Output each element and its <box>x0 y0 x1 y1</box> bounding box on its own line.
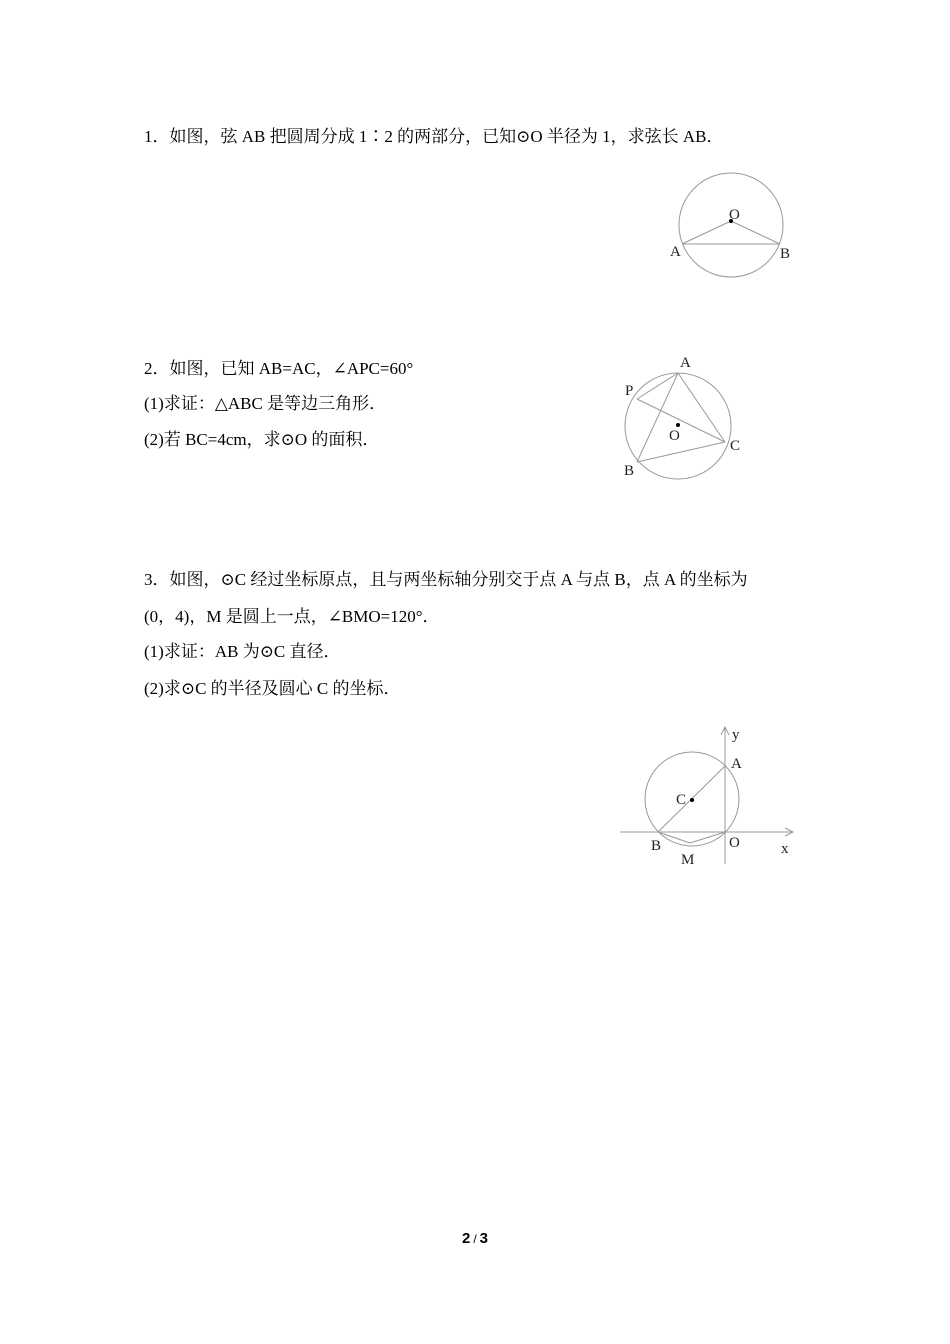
problem-3-statement: 3．如图，⊙C 经过坐标原点，且与两坐标轴分别交于点 A 与点 B，点 A 的坐标为 <box>144 570 748 589</box>
label-o: O <box>669 428 680 444</box>
page-number <box>0 1230 950 1247</box>
segment-pc <box>637 399 725 442</box>
label-p: P <box>625 383 634 399</box>
problem-2-statement: 2．如图，已知 AB=AC，∠APC=60° <box>144 359 414 378</box>
radius-ob <box>731 221 780 244</box>
label-b: B <box>780 246 791 262</box>
label-b: B <box>624 463 635 479</box>
problem-3-part-1: (1)求证：AB 为⊙C 直径． <box>144 642 341 661</box>
label-o: O <box>729 207 740 223</box>
label-b: B <box>651 838 662 854</box>
radius-oa <box>682 221 731 244</box>
side-bc <box>637 442 725 462</box>
center-dot <box>690 798 694 802</box>
problem-2-part-1: (1)求证：△ABC 是等边三角形． <box>144 394 387 413</box>
page-current: 2 <box>461 1230 471 1247</box>
problem-3-part-2: (2)求⊙C 的半径及圆心 C 的坐标． <box>144 679 401 698</box>
label-o: O <box>729 835 740 851</box>
label-a: A <box>680 355 691 371</box>
label-y: y <box>732 727 740 743</box>
circle-o <box>679 173 783 277</box>
label-a: A <box>670 244 681 260</box>
segment-mb <box>658 832 690 843</box>
problem-2-figure <box>615 345 755 485</box>
problem-1-figure <box>660 160 800 290</box>
label-x: x <box>781 841 789 857</box>
problem-3-statement-cont: (0，4)，M 是圆上一点，∠BMO=120°． <box>144 607 440 626</box>
page-total: 3 <box>479 1230 489 1247</box>
problem-3-figure <box>620 722 810 872</box>
side-ac <box>678 373 725 442</box>
problem-2-part-2: (2)若 BC=4cm，求⊙O 的面积． <box>144 430 380 449</box>
center-dot <box>676 423 680 427</box>
page-separator: / <box>473 1232 477 1246</box>
label-a: A <box>731 756 742 772</box>
label-m: M <box>681 852 695 868</box>
label-c: C <box>730 438 741 454</box>
problem-1-statement: 1．如图，弦 AB 把圆周分成 1∶2 的两部分，已知⊙O 半径为 1，求弦长 AB． <box>144 127 724 146</box>
label-c: C <box>676 792 687 808</box>
